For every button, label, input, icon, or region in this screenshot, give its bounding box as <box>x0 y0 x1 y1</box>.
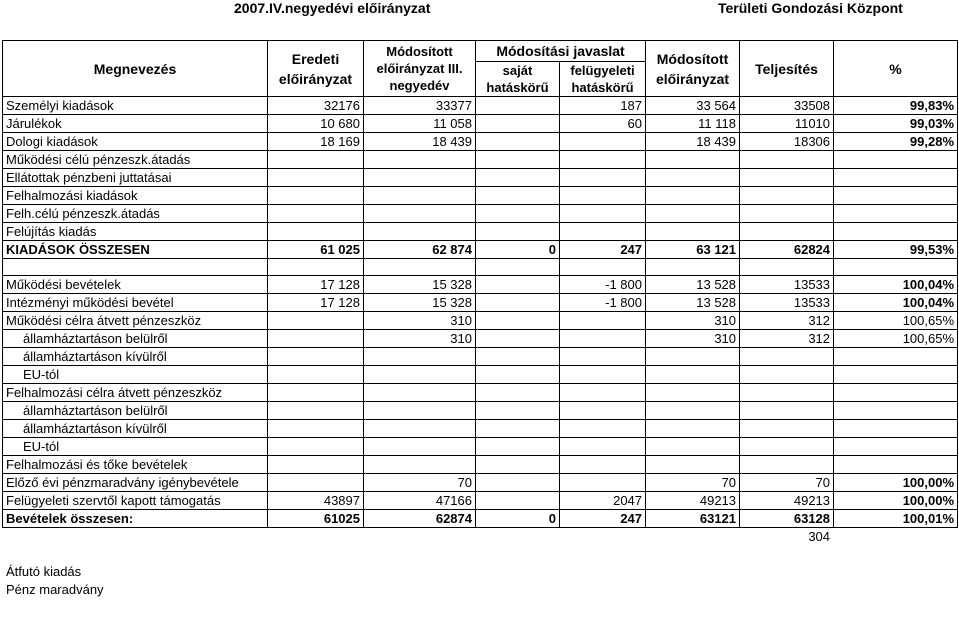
cell-mod3: 47166 <box>364 492 476 510</box>
cell-eredeti: 43897 <box>268 492 364 510</box>
cell-felugy <box>560 420 646 438</box>
cell-mod <box>646 384 740 402</box>
cell-mod3: 62874 <box>364 510 476 528</box>
table-row <box>3 474 958 492</box>
table-row <box>3 312 958 330</box>
spacer-cell <box>834 546 958 563</box>
col-javaslat: Módosítási javaslat <box>476 41 646 62</box>
cell-sajat <box>476 492 560 510</box>
cell-sajat <box>476 312 560 330</box>
cell-telj <box>740 402 834 420</box>
spacer-cell <box>740 259 834 276</box>
empty-cell <box>834 528 958 546</box>
cell-mod: 70 <box>646 474 740 492</box>
cell-eredeti <box>268 205 364 223</box>
cell-mod <box>646 456 740 474</box>
cell-pct <box>834 205 958 223</box>
cell-felugy <box>560 438 646 456</box>
spacer-cell <box>476 546 560 563</box>
cell-mod3: 70 <box>364 474 476 492</box>
spacer-cell <box>268 259 364 276</box>
row-label: államháztartáson kívülről <box>3 348 268 366</box>
row-label: Dologi kiadások <box>3 133 268 151</box>
table-row <box>3 348 958 366</box>
table-row <box>3 330 958 348</box>
table-row <box>3 276 958 294</box>
cell-felugy: 187 <box>560 97 646 115</box>
cell-telj: 62824 <box>740 241 834 259</box>
cell-mod3 <box>364 187 476 205</box>
cell-telj <box>740 456 834 474</box>
table-row <box>3 384 958 402</box>
col-eredeti <box>268 41 364 97</box>
cell-sajat <box>476 474 560 492</box>
table-row <box>3 402 958 420</box>
row-label: államháztartáson belülről <box>3 402 268 420</box>
row-label: Felújítás kiadás <box>3 223 268 241</box>
cell-mod3 <box>364 420 476 438</box>
empty-cell <box>834 563 958 581</box>
col-mod3-l2: előirányzat III. <box>376 61 463 76</box>
cell-pct: 100,00% <box>834 474 958 492</box>
col-mod-l1: Módosított <box>656 50 729 67</box>
cell-felugy <box>560 133 646 151</box>
cell-telj <box>740 348 834 366</box>
col-megnevezes: Megnevezés <box>3 41 268 97</box>
table-row <box>3 438 958 456</box>
cell-sajat <box>476 384 560 402</box>
cell-pct: 100,01% <box>834 510 958 528</box>
cell-mod <box>646 205 740 223</box>
empty-cell <box>646 581 740 599</box>
cell-felugy <box>560 330 646 348</box>
cell-eredeti: 61 025 <box>268 241 364 259</box>
cell-sajat <box>476 223 560 241</box>
cell-telj: 11010 <box>740 115 834 133</box>
col-eredeti-l2: előirányzat <box>278 70 353 87</box>
spacer-cell <box>364 546 476 563</box>
cell-pct: 100,04% <box>834 294 958 312</box>
empty-cell <box>740 581 834 599</box>
spacer-cell <box>560 259 646 276</box>
cell-telj: 312 <box>740 330 834 348</box>
row-label: EU-tól <box>3 438 268 456</box>
spacer-cell <box>3 546 268 563</box>
empty-cell <box>268 563 364 581</box>
footer-label: Pénz maradvány <box>6 582 104 597</box>
cell-mod3: 310 <box>364 330 476 348</box>
cell-felugy: -1 800 <box>560 294 646 312</box>
cell-eredeti <box>268 384 364 402</box>
cell-mod3: 18 439 <box>364 133 476 151</box>
cell-sajat: 0 <box>476 510 560 528</box>
cell-eredeti <box>268 223 364 241</box>
cell-mod3 <box>364 456 476 474</box>
col-mod-l2: előirányzat <box>655 70 730 87</box>
row-label: Működési bevételek <box>3 276 268 294</box>
cell-mod: 13 528 <box>646 276 740 294</box>
cell-pct: 99,53% <box>834 241 958 259</box>
table-row <box>3 187 958 205</box>
cell-mod3: 15 328 <box>364 276 476 294</box>
cell-felugy: 2047 <box>560 492 646 510</box>
empty-cell <box>364 581 476 599</box>
spacer-cell <box>646 259 740 276</box>
cell-telj: 312 <box>740 312 834 330</box>
cell-eredeti <box>268 438 364 456</box>
cell-eredeti: 18 169 <box>268 133 364 151</box>
cell-pct: 99,03% <box>834 115 958 133</box>
empty-cell <box>646 528 740 546</box>
cell-eredeti <box>268 151 364 169</box>
footer-row <box>3 563 958 581</box>
cell-eredeti <box>268 456 364 474</box>
cell-mod: 49213 <box>646 492 740 510</box>
cell-mod: 310 <box>646 330 740 348</box>
cell-mod3 <box>364 151 476 169</box>
cell-sajat <box>476 438 560 456</box>
table-row <box>3 205 958 223</box>
empty-cell <box>3 528 268 546</box>
col-mod3-l3: negyedév <box>389 78 450 93</box>
cell-sajat <box>476 151 560 169</box>
cell-mod3: 33377 <box>364 97 476 115</box>
spacer-cell <box>476 259 560 276</box>
cell-sajat <box>476 115 560 133</box>
cell-sajat <box>476 420 560 438</box>
cell-mod3 <box>364 384 476 402</box>
cell-sajat <box>476 456 560 474</box>
cell-felugy: -1 800 <box>560 276 646 294</box>
cell-eredeti <box>268 312 364 330</box>
table-row <box>3 169 958 187</box>
cell-mod: 33 564 <box>646 97 740 115</box>
row-label: Személyi kiadások <box>3 97 268 115</box>
col-modositott-3 <box>364 41 476 97</box>
row-label: Működési célra átvett pénzeszköz <box>3 312 268 330</box>
col-sajat-l1: saját <box>502 63 533 78</box>
cell-telj: 13533 <box>740 294 834 312</box>
table-row <box>3 115 958 133</box>
spacer-cell <box>268 546 364 563</box>
spacer-cell <box>364 259 476 276</box>
cell-felugy <box>560 348 646 366</box>
cell-felugy <box>560 456 646 474</box>
spacer-cell <box>560 546 646 563</box>
footer-label: Átfutó kiadás <box>6 564 82 579</box>
cell-eredeti <box>268 187 364 205</box>
row-label: Bevételek összesen: <box>3 510 268 528</box>
empty-cell <box>646 563 740 581</box>
cell-felugy: 247 <box>560 241 646 259</box>
cell-mod3: 11 058 <box>364 115 476 133</box>
extra-row <box>3 528 958 546</box>
table-row <box>3 97 958 115</box>
row-label: államháztartáson belülről <box>3 330 268 348</box>
cell-felugy <box>560 366 646 384</box>
cell-mod3 <box>364 438 476 456</box>
cell-felugy <box>560 223 646 241</box>
cell-telj <box>740 420 834 438</box>
extra-value: 304 <box>808 529 831 544</box>
row-label: Felügyeleti szervtől kapott támogatás <box>3 492 268 510</box>
row-label: Felhalmozási célra átvett pénzeszköz <box>3 384 268 402</box>
cell-telj: 70 <box>740 474 834 492</box>
cell-sajat <box>476 187 560 205</box>
col-mod3-l1: Módosított <box>386 44 453 59</box>
col-felugy-l2: hatáskörű <box>571 80 634 95</box>
empty-cell <box>476 528 560 546</box>
cell-felugy <box>560 205 646 223</box>
cell-pct <box>834 438 958 456</box>
cell-sajat <box>476 205 560 223</box>
empty-cell <box>560 563 646 581</box>
cell-pct <box>834 456 958 474</box>
cell-telj <box>740 169 834 187</box>
table-row <box>3 151 958 169</box>
col-szazalek: % <box>834 41 958 97</box>
col-felugyeleti <box>560 62 646 97</box>
row-label: Felh.célú pénzeszk.átadás <box>3 205 268 223</box>
cell-pct <box>834 366 958 384</box>
empty-cell <box>834 581 958 599</box>
cell-felugy: 247 <box>560 510 646 528</box>
table-row <box>3 510 958 528</box>
row-label: KIADÁSOK ÖSSZESEN <box>3 241 268 259</box>
spacer-cell <box>3 259 268 276</box>
cell-mod <box>646 420 740 438</box>
cell-mod3 <box>364 402 476 420</box>
table-row <box>3 294 958 312</box>
cell-mod <box>646 223 740 241</box>
col-teljesites: Teljesítés <box>740 41 834 97</box>
row-label: Intézményi működési bevétel <box>3 294 268 312</box>
cell-felugy <box>560 402 646 420</box>
table-row <box>3 133 958 151</box>
cell-felugy <box>560 151 646 169</box>
cell-sajat <box>476 330 560 348</box>
empty-cell <box>364 563 476 581</box>
cell-pct <box>834 348 958 366</box>
cell-mod <box>646 438 740 456</box>
cell-telj <box>740 384 834 402</box>
cell-mod3 <box>364 366 476 384</box>
cell-eredeti <box>268 330 364 348</box>
cell-mod <box>646 169 740 187</box>
cell-sajat <box>476 402 560 420</box>
spacer-cell <box>740 546 834 563</box>
cell-pct: 100,65% <box>834 312 958 330</box>
table-row <box>3 492 958 510</box>
table-row <box>3 241 958 259</box>
cell-mod3 <box>364 348 476 366</box>
row-label: Előző évi pénzmaradvány igénybevétele <box>3 474 268 492</box>
report-title: 2007.IV.negyedévi előirányzat <box>234 0 431 16</box>
cell-mod: 13 528 <box>646 294 740 312</box>
cell-eredeti <box>268 402 364 420</box>
col-sajat <box>476 62 560 97</box>
row-label: Járulékok <box>3 115 268 133</box>
cell-pct: 100,04% <box>834 276 958 294</box>
cell-telj <box>740 187 834 205</box>
cell-pct: 99,28% <box>834 133 958 151</box>
cell-pct: 100,00% <box>834 492 958 510</box>
cell-pct <box>834 384 958 402</box>
cell-sajat <box>476 348 560 366</box>
cell-pct <box>834 169 958 187</box>
cell-pct: 99,83% <box>834 97 958 115</box>
cell-sajat <box>476 366 560 384</box>
empty-cell <box>268 528 364 546</box>
cell-sajat <box>476 169 560 187</box>
cell-sajat <box>476 276 560 294</box>
empty-cell <box>476 563 560 581</box>
institution-name: Területi Gondozási Központ <box>718 0 903 16</box>
cell-pct <box>834 223 958 241</box>
cell-mod <box>646 348 740 366</box>
cell-mod3: 15 328 <box>364 294 476 312</box>
cell-mod: 63121 <box>646 510 740 528</box>
table-row <box>3 366 958 384</box>
cell-mod <box>646 187 740 205</box>
row-label: Felhalmozási és tőke bevételek <box>3 456 268 474</box>
cell-mod: 310 <box>646 312 740 330</box>
cell-mod: 63 121 <box>646 241 740 259</box>
row-label: Felhalmozási kiadások <box>3 187 268 205</box>
col-modositott <box>646 41 740 97</box>
cell-pct <box>834 151 958 169</box>
cell-eredeti: 17 128 <box>268 276 364 294</box>
spacer-cell <box>646 546 740 563</box>
empty-cell <box>560 528 646 546</box>
cell-pct: 100,65% <box>834 330 958 348</box>
cell-pct <box>834 420 958 438</box>
cell-telj: 33508 <box>740 97 834 115</box>
cell-felugy: 60 <box>560 115 646 133</box>
cell-eredeti <box>268 420 364 438</box>
row-label: államháztartáson kívülről <box>3 420 268 438</box>
table-row <box>3 223 958 241</box>
table-row <box>3 456 958 474</box>
cell-telj: 13533 <box>740 276 834 294</box>
cell-mod <box>646 366 740 384</box>
cell-felugy <box>560 169 646 187</box>
cell-eredeti <box>268 366 364 384</box>
col-eredeti-l1: Eredeti <box>291 50 340 67</box>
cell-felugy <box>560 474 646 492</box>
spacer-row <box>3 259 958 276</box>
row-label: EU-tól <box>3 366 268 384</box>
empty-cell <box>560 581 646 599</box>
footer-row <box>3 581 958 599</box>
cell-felugy <box>560 312 646 330</box>
table-row <box>3 420 958 438</box>
row-label: Ellátottak pénzbeni juttatásai <box>3 169 268 187</box>
cell-mod3: 62 874 <box>364 241 476 259</box>
empty-cell <box>364 528 476 546</box>
cell-telj <box>740 438 834 456</box>
cell-sajat <box>476 97 560 115</box>
cell-mod: 11 118 <box>646 115 740 133</box>
cell-mod <box>646 402 740 420</box>
cell-pct <box>834 402 958 420</box>
cell-mod3 <box>364 205 476 223</box>
cell-felugy <box>560 384 646 402</box>
cell-mod3 <box>364 169 476 187</box>
cell-mod <box>646 151 740 169</box>
cell-mod: 18 439 <box>646 133 740 151</box>
budget-table <box>2 40 958 599</box>
cell-mod3: 310 <box>364 312 476 330</box>
cell-telj: 49213 <box>740 492 834 510</box>
cell-eredeti: 61025 <box>268 510 364 528</box>
cell-sajat: 0 <box>476 241 560 259</box>
spacer-row <box>3 546 958 563</box>
empty-cell <box>476 581 560 599</box>
cell-pct <box>834 187 958 205</box>
cell-sajat <box>476 294 560 312</box>
cell-sajat <box>476 133 560 151</box>
cell-eredeti <box>268 169 364 187</box>
cell-eredeti <box>268 348 364 366</box>
cell-eredeti: 32176 <box>268 97 364 115</box>
cell-telj: 63128 <box>740 510 834 528</box>
header-row <box>3 41 958 62</box>
report-header <box>0 0 959 18</box>
cell-felugy <box>560 187 646 205</box>
cell-telj <box>740 366 834 384</box>
cell-telj: 18306 <box>740 133 834 151</box>
cell-eredeti: 17 128 <box>268 294 364 312</box>
cell-eredeti <box>268 474 364 492</box>
row-label: Működési célú pénzeszk.átadás <box>3 151 268 169</box>
cell-telj <box>740 151 834 169</box>
col-felugy-l1: felügyeleti <box>570 63 635 78</box>
cell-eredeti: 10 680 <box>268 115 364 133</box>
cell-mod3 <box>364 223 476 241</box>
cell-telj <box>740 205 834 223</box>
cell-telj <box>740 223 834 241</box>
empty-cell <box>268 581 364 599</box>
empty-cell <box>740 563 834 581</box>
col-sajat-l2: hatáskörű <box>486 80 549 95</box>
spacer-cell <box>834 259 958 276</box>
